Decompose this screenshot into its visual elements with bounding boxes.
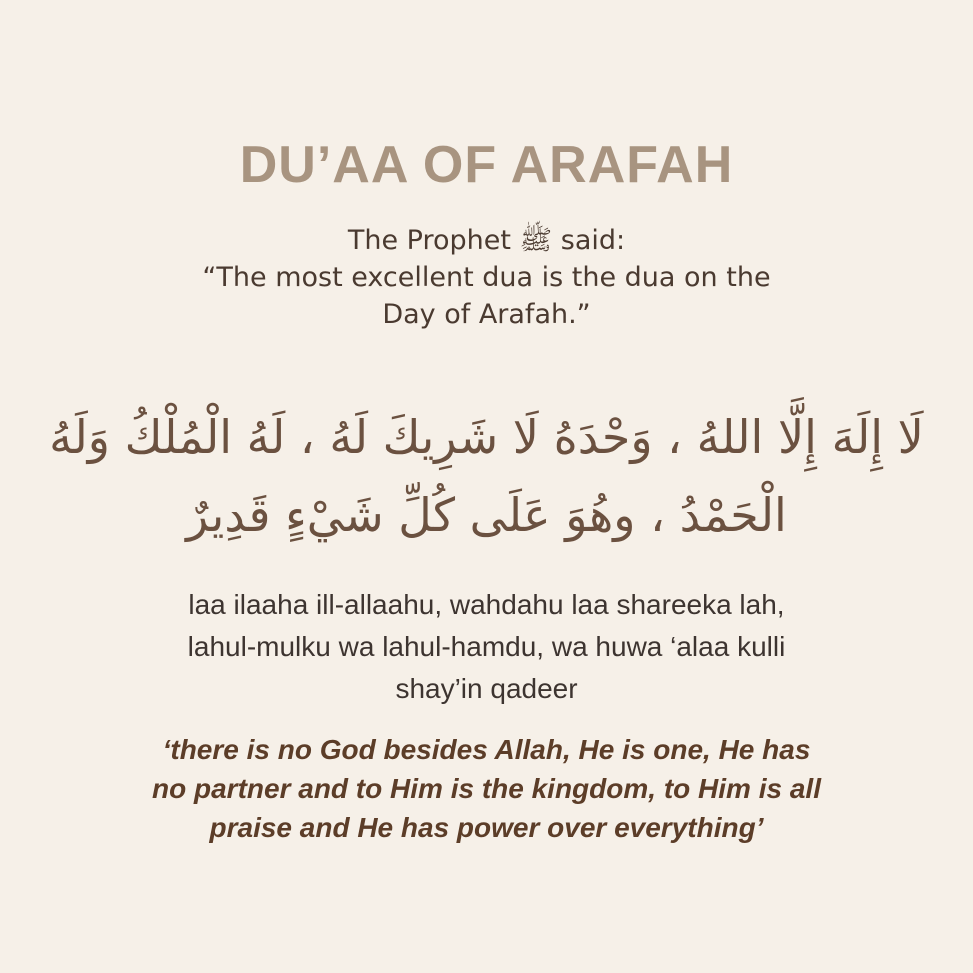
transliteration-line-1: laa ilaaha ill-allaahu, wahdahu laa shareeka lah,: [188, 589, 785, 620]
arabic-dua: [20, 398, 953, 554]
transliteration-line-3: shay’in qadeer: [395, 673, 578, 704]
translation-line-2: no partner and to Him is the kingdom, to Him is all: [152, 773, 821, 804]
hadith-intro: The Prophet ﷺ said:: [347, 225, 626, 256]
arabic-line-2: الْحَمْدُ ، وهُوَ عَلَى كُلِّ شَيْءٍ قَدِيرٌ: [186, 488, 787, 542]
hadith-line-2: Day of Arafah.”: [382, 299, 591, 330]
hadith-quote: [0, 222, 973, 333]
page-title: DU’AA OF ARAFAH: [239, 136, 734, 194]
arabic-line-1: لَا إِلَهَ إِلَّا اللهُ ، وَحْدَهُ لَا شَرِيكَ لَهُ ، لَهُ الْمُلْكُ وَلَهُ: [49, 410, 924, 464]
hadith-line-1: “The most excellent dua is the dua on the: [202, 262, 771, 293]
translation-line-3: praise and He has power over everything’: [209, 812, 764, 843]
transliteration-line-2: lahul-mulku wa lahul-hamdu, wa huwa ‘alaa kulli: [187, 631, 786, 662]
translation-line-1: ‘there is no God besides Allah, He is one, He has: [162, 734, 811, 765]
translation: [0, 730, 973, 847]
transliteration: [0, 584, 973, 710]
